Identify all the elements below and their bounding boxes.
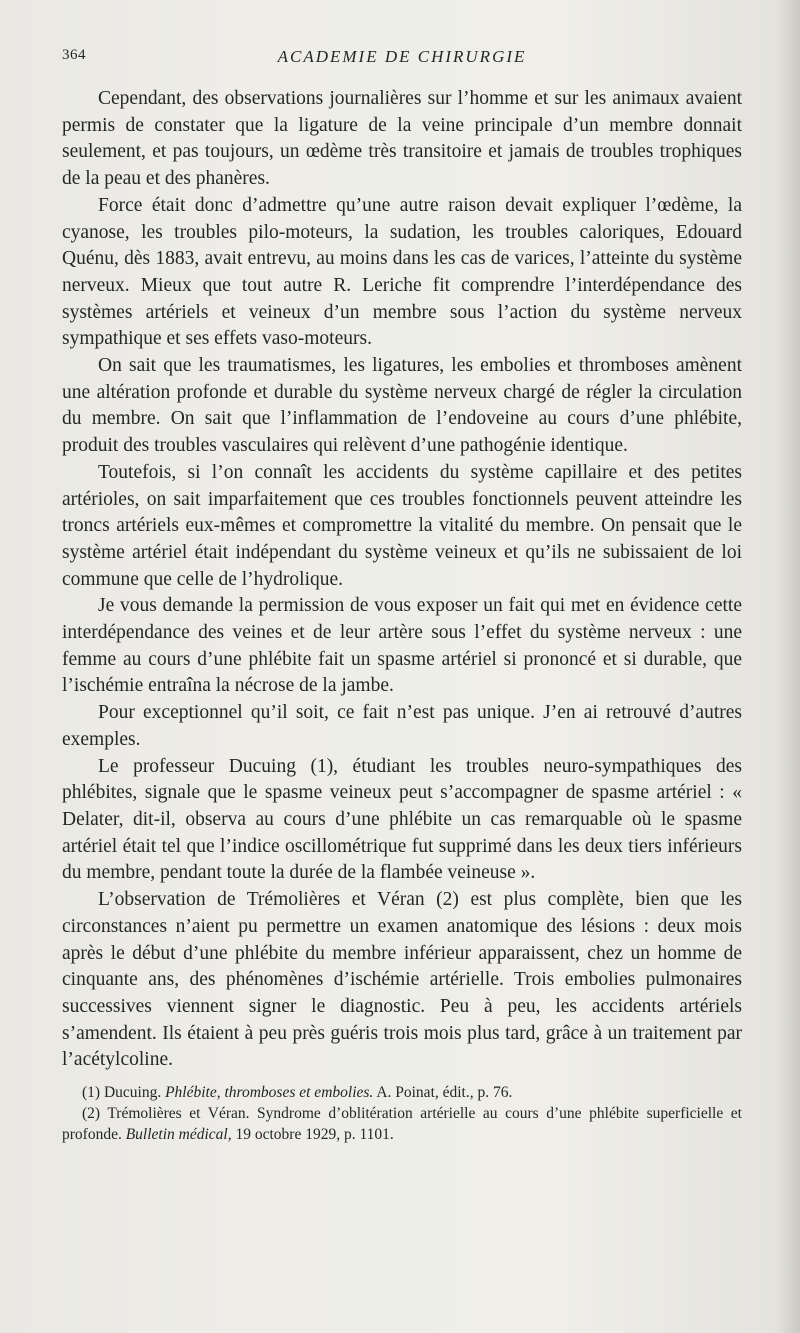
paragraph: Pour exceptionnel qu’il soit, ce fait n’est pas unique. J’en ai retrouvé d’autres exemples. bbox=[62, 702, 742, 750]
footnote-text: (1) Ducuing. bbox=[82, 1084, 166, 1101]
footnote-title: Phlébite, thromboses et embolies. bbox=[165, 1084, 374, 1101]
footnote bbox=[62, 1082, 742, 1103]
footnote-text: (2) Trémolières et Véran. Syndrome d’oblitération artérielle au cours d’une phlébite superficielle et profonde. bbox=[62, 1105, 742, 1143]
footnote-text: A. Poinat, édit., p. 76. bbox=[373, 1084, 513, 1101]
page-header bbox=[62, 47, 742, 77]
paragraph: Toutefois, si l’on connaît les accidents du système capillaire et des petites artérioles, on sait imparfaitement que ces troubles fonctionnels peuvent atteindre les troncs artériels eux-mêmes et compromettre la vitalité du membre. On pensait que le système artériel était indépendant du système veineux et qu’ils ne subissaient de loi commune que celle de l’hydrolique. bbox=[62, 461, 742, 590]
paragraph: Le professeur Ducuing (1), étudiant les troubles neuro-sympathiques des phlébites, signale que le spasme veineux peut s’accompagner de spasme artériel : « Delater, dit-il, observa au cours d’une phlébite un cas remarquable où le spasme artériel était tel que l’indice oscillométrique fut supprimé dans les deux tiers inférieurs du membre, pendant toute la durée de la flambée veineuse ». bbox=[62, 755, 742, 884]
footnote-title: Bulletin médical, bbox=[125, 1126, 232, 1143]
paragraph: Je vous demande la permission de vous exposer un fait qui met en évidence cette interdépendance des veines et de leur artère sous l’effet du système nerveux : une femme au cours d’une phlébite fait un spasme artériel si prononcé et si durable, que l’ischémie entraîna la nécrose de la jambe. bbox=[62, 595, 742, 697]
page-number: 364 bbox=[62, 47, 86, 63]
body-text bbox=[62, 86, 742, 1074]
footnote-text: 19 octobre 1929, p. 1101. bbox=[231, 1126, 394, 1143]
paragraph: Force était donc d’admettre qu’une autre raison devait expliquer l’œdème, la cyanose, les troubles pilo-moteurs, la sudation, les troubles caloriques, Edouard Quénu, dès 1883, avait entrevu, au moins dans les cas de varices, l’atteinte du système nerveux. Mieux que tout autre R. Leriche fit comprendre l’interdépendance des systèmes artériels et veineux d’un membre sous l’action du système nerveux sympathique et ses effets vaso-moteurs. bbox=[62, 194, 742, 350]
footnotes bbox=[62, 1082, 742, 1145]
footnote bbox=[62, 1103, 742, 1145]
paragraph: L’observation de Trémolières et Véran (2) est plus complète, bien que les circonstances n’aient pu permettre un examen anatomique des lésions : deux mois après le début d’une phlébite du membre inférieur apparaissent, chez un homme de cinquante ans, des phénomènes d’ischémie artérielle. Trois embolies pulmonaires successives viennent signer le diagnostic. Peu à peu, les accidents artériels s’amendent. Ils étaient à peu près guéris trois mois plus tard, grâce à un traitement par l’acétylcoline. bbox=[62, 889, 742, 1071]
paragraph: Cependant, des observations journalières sur l’homme et sur les animaux avaient permis de constater que la ligature de la veine principale d’un membre donnait seulement, et pas toujours, un œdème très transitoire et jamais de troubles trophiques de la peau et des phanères. bbox=[62, 88, 742, 190]
paragraph: On sait que les traumatismes, les ligatures, les embolies et thromboses amènent une altération profonde et durable du système nerveux chargé de régler la circulation du membre. On sait que l’inflammation de l’endoveine au cours d’une phlébite, produit des troubles vasculaires qui relèvent d’une pathogénie identique. bbox=[62, 355, 742, 457]
running-title: ACADEMIE DE CHIRURGIE bbox=[277, 47, 527, 66]
